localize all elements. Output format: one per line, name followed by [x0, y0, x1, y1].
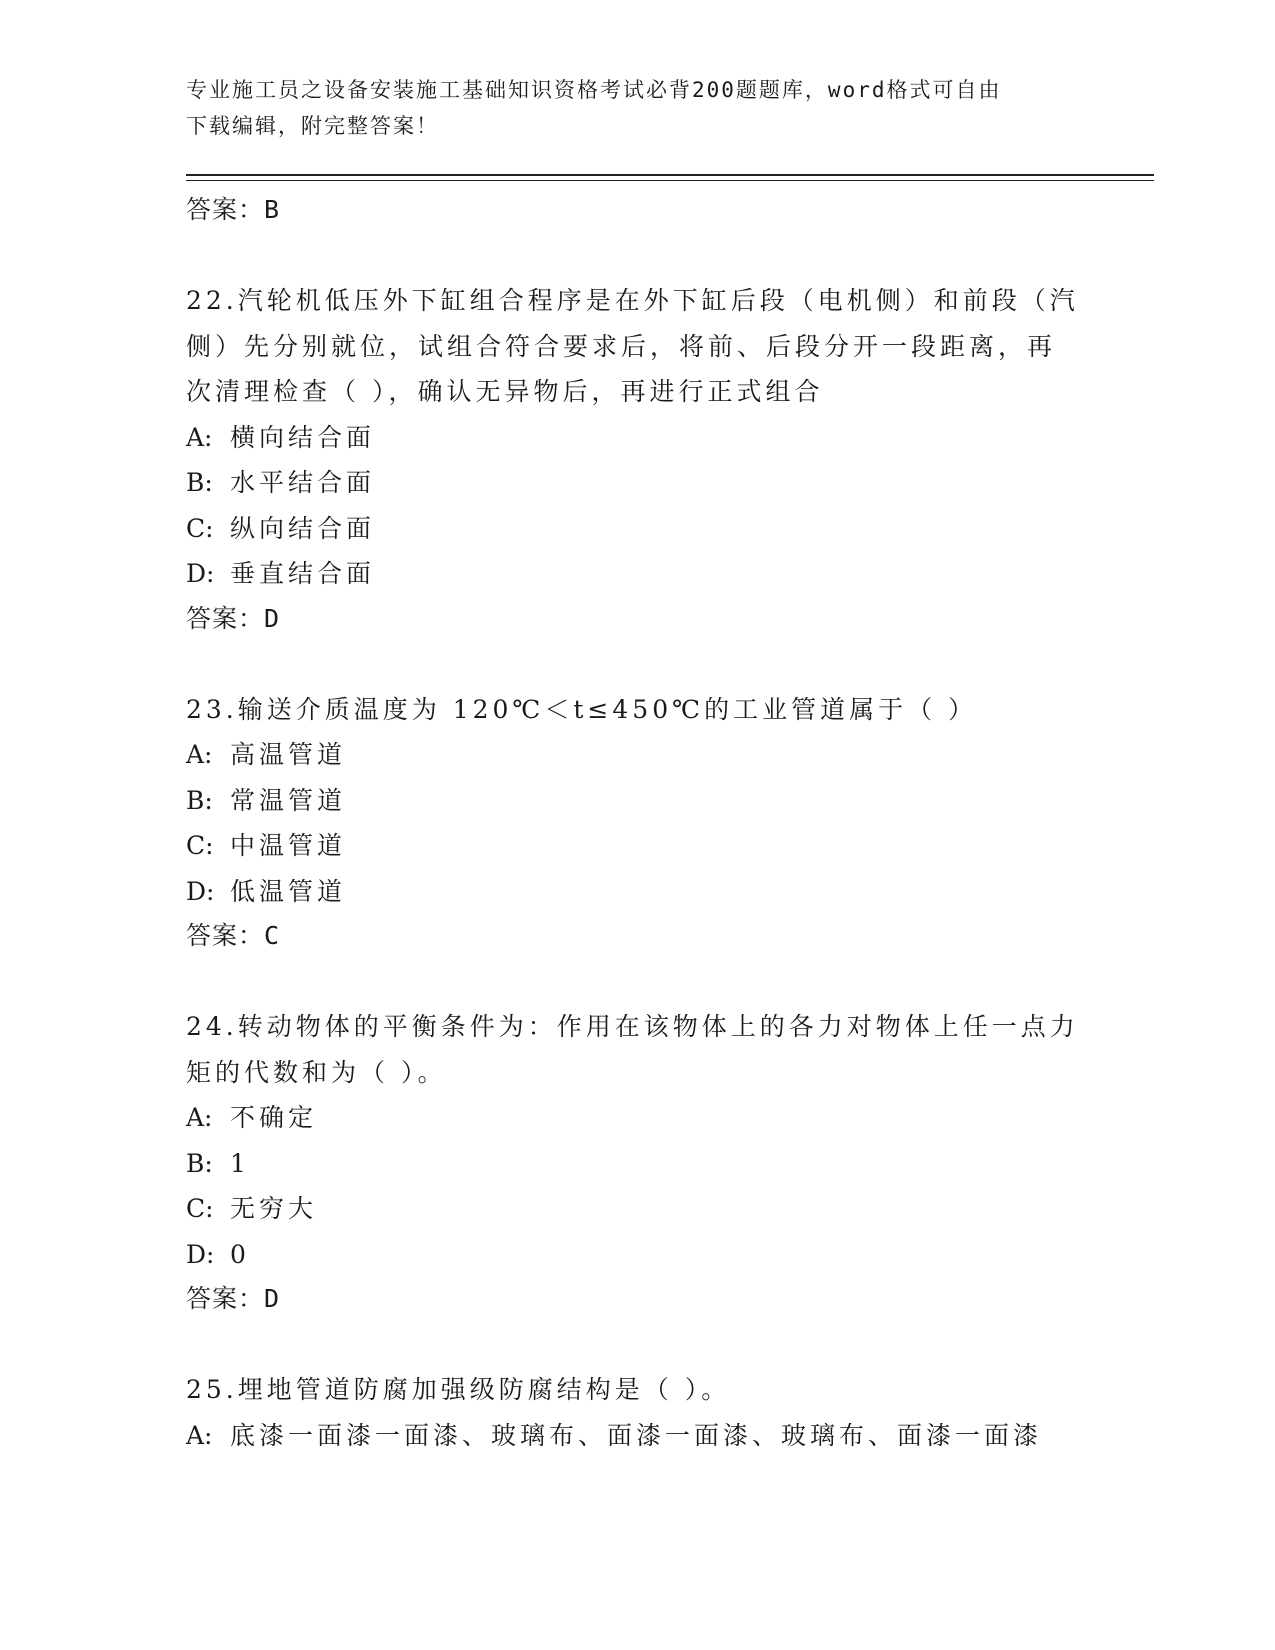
question-23 [186, 687, 1086, 959]
option-letter: A: [186, 422, 213, 452]
question-text [186, 687, 1086, 733]
option-d [186, 1232, 1086, 1278]
question-list [186, 186, 1086, 1458]
option-b [186, 1141, 1086, 1187]
option-text: 1 [230, 1148, 250, 1178]
option-d [186, 551, 1086, 597]
option-text: 水平结合面 [230, 468, 376, 497]
option-b [186, 778, 1086, 824]
option-letter: D: [186, 876, 215, 906]
option-text: 不确定 [230, 1103, 318, 1132]
option-text: 高温管道 [230, 740, 347, 769]
question-24 [186, 1004, 1086, 1321]
question-25 [186, 1367, 1086, 1458]
option-a [186, 732, 1086, 778]
question-text [186, 1367, 1086, 1413]
option-letter: A: [186, 1420, 213, 1450]
option-letter: B: [186, 785, 213, 815]
question-line: 矩的代数和为（ ）。 [186, 1057, 447, 1087]
answer-line: 答案：D [186, 1284, 281, 1313]
option-c [186, 823, 1086, 869]
header-line-2: 下载编辑，附完整答案！ [186, 114, 439, 138]
option-letter: B: [186, 468, 213, 497]
option-text: 垂直结合面 [230, 559, 376, 588]
option-a [186, 1413, 1086, 1459]
question-line: 25.埋地管道防腐加强级防腐结构是（ ）。 [186, 1375, 731, 1404]
option-a [186, 415, 1086, 461]
option-c [186, 1186, 1086, 1232]
option-letter: A: [186, 740, 213, 769]
option-text: 纵向结合面 [230, 513, 376, 543]
option-letter: C: [186, 513, 214, 543]
answer-line: 答案：D [186, 603, 281, 633]
document-header [186, 72, 1086, 144]
option-a [186, 1095, 1086, 1141]
option-text: 中温管道 [230, 831, 347, 860]
option-letter: C: [186, 1194, 214, 1223]
option-d [186, 869, 1086, 915]
option-letter: C: [186, 831, 214, 860]
option-c [186, 506, 1086, 552]
header-line-1: 专业施工员之设备安装施工基础知识资格考试必背200题题库，word格式可自由 [186, 78, 1002, 102]
question-line: 23.输送介质温度为 120℃＜t≤450℃的工业管道属于（ ） [186, 694, 978, 724]
option-letter: B: [186, 1148, 213, 1178]
header-divider [186, 174, 1154, 176]
option-text: 低温管道 [230, 876, 347, 906]
answer-line: 答案：B [186, 195, 281, 224]
question-text [186, 278, 1086, 415]
option-text: 无穷大 [230, 1194, 318, 1223]
question-line: 24.转动物体的平衡条件为：作用在该物体上的各力对物体上任一点力 [186, 1012, 1079, 1041]
question-22 [186, 278, 1086, 641]
question-text [186, 1004, 1086, 1095]
header-divider-thin [186, 180, 1154, 181]
option-letter: D: [186, 559, 215, 588]
question-line: 22.汽轮机低压外下缸组合程序是在外下缸后段（电机侧）和前段（汽 [186, 286, 1079, 315]
option-text: 常温管道 [230, 785, 347, 815]
option-text: 底漆一面漆一面漆、玻璃布、面漆一面漆、玻璃布、面漆一面漆 [230, 1420, 1043, 1450]
option-letter: A: [186, 1103, 213, 1132]
question-line: 侧）先分别就位，试组合符合要求后，将前、后段分开一段距离，再 [186, 331, 1057, 361]
answer-line: 答案：C [186, 921, 281, 950]
option-text: 横向结合面 [230, 422, 376, 452]
option-b [186, 460, 1086, 506]
option-text: 0 [230, 1239, 250, 1269]
question-line: 次清理检查（ ），确认无异物后，再进行正式组合 [186, 377, 824, 406]
option-letter: D: [186, 1239, 215, 1269]
